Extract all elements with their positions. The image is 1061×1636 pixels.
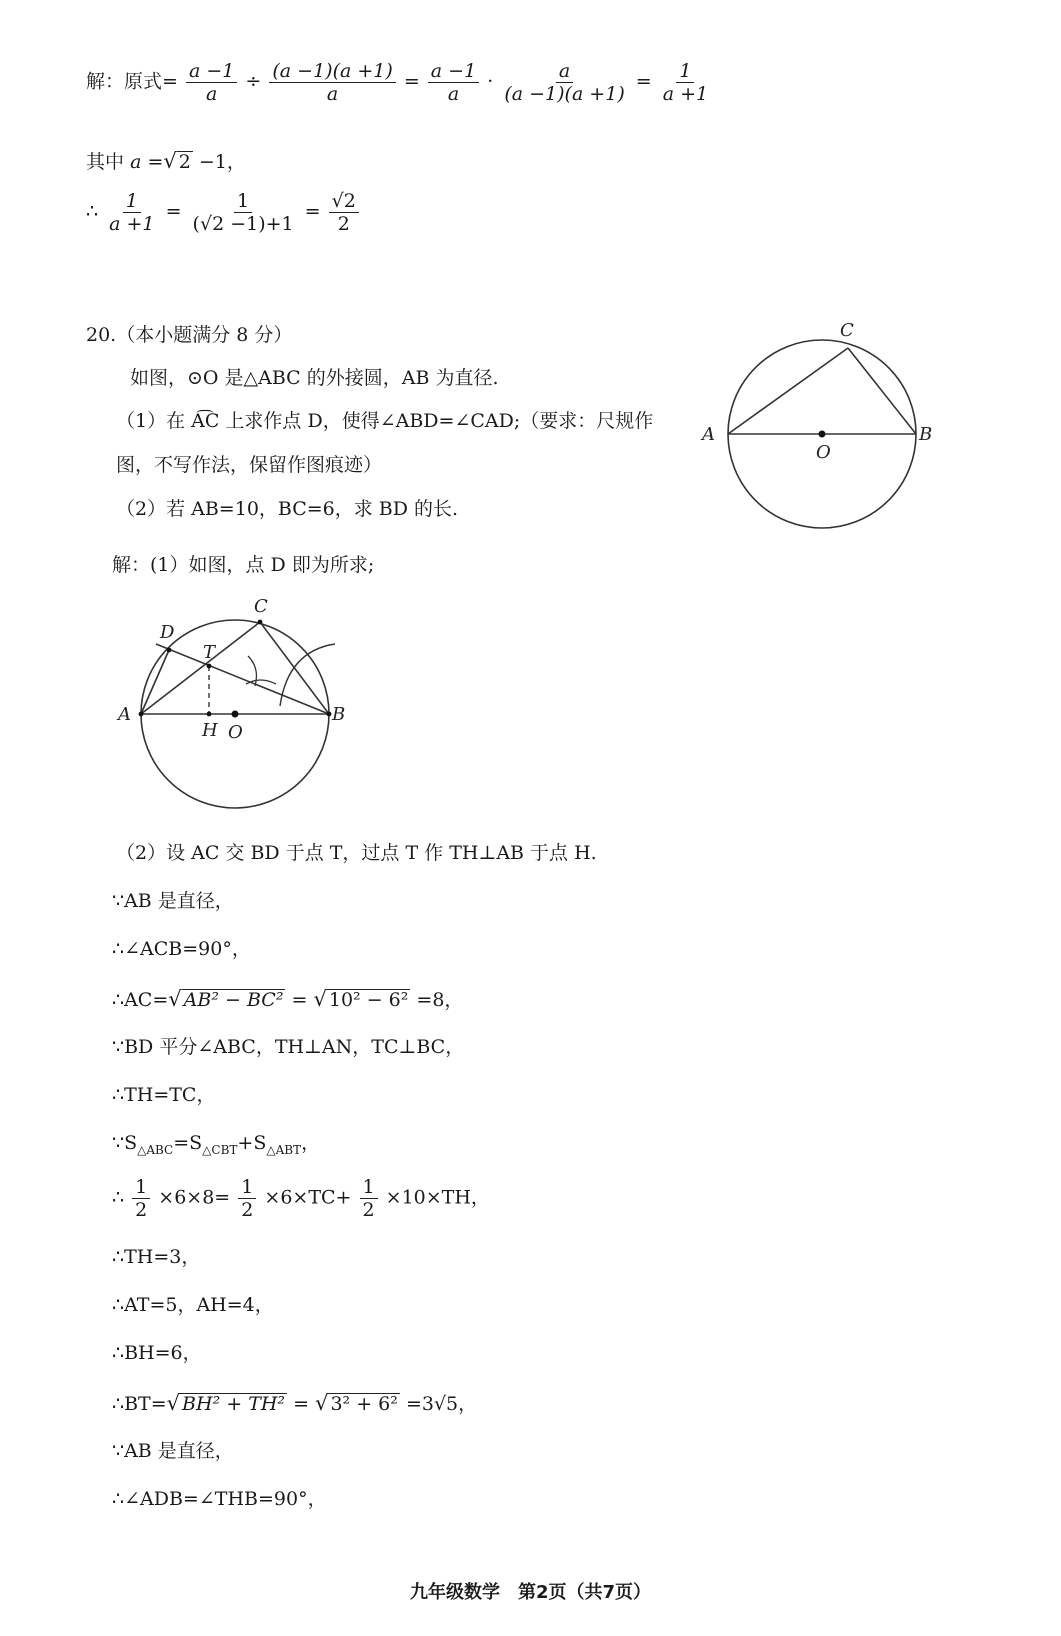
- fig2-label-B: B: [332, 704, 346, 725]
- solution-s4: ∴∠ACB=90°，: [112, 938, 251, 960]
- fig2-label-O: O: [228, 722, 243, 743]
- problem-stem: 如图，⊙O 是△ABC 的外接圆，AB 为直径.: [130, 367, 499, 389]
- fig2-label-H: H: [202, 720, 218, 741]
- fraction-1: $\frac{a -1}{a}$: [186, 60, 237, 105]
- fraction-2: $\frac{(a -1)(a +1)}{a}$: [269, 60, 395, 105]
- fraction-g2: $\frac{1}{(√2 -1)+1}$: [192, 190, 294, 235]
- fraction-g3: $\frac{√2}{2}$: [329, 190, 359, 235]
- solution-s8: $\because S_{\triangle ABC}=S_{\triangle CBT}+S_{\triangle ABT}$，: [112, 1132, 321, 1157]
- solution-s2: （2）设 AC 交 BD 于点 T，过点 T 作 TH⊥AB 于点 H.: [116, 842, 597, 864]
- equation-line-3: ∴ $\frac{1}{a +1}$ = $\frac{1}{(√2 -1)+1}$ = $\frac{√2}{2}$: [86, 190, 361, 235]
- fig1-label-A: A: [702, 424, 715, 445]
- solution-s5: ∴AC=√ AB² − BC² = √ 10² − 6² =8，: [112, 987, 464, 1011]
- fraction-5: $\frac{1}{a +1}$: [662, 60, 709, 105]
- fraction-4: $\frac{a}{(a -1)(a +1)}$: [504, 60, 625, 105]
- fraction-3: $\frac{a -1}{a}$: [428, 60, 479, 105]
- equation-line-2: 其中 a =√ 2 −1，: [86, 149, 246, 173]
- fig1-label-C: C: [840, 320, 854, 341]
- problem-part1-line1: （1）在 A͡C 上求作点 D，使得∠ABD=∠CAD;（要求：尺规作: [116, 410, 654, 432]
- page-footer: 九年级数学 第2页（共7页）: [409, 1582, 652, 1603]
- problem-part1-line2: 图，不写作法，保留作图痕迹）: [116, 454, 383, 476]
- equation-line-1: 解：原式= $\frac{a -1}{a}$ ÷ $\frac{(a -1)(a +1)}{a}$ = $\frac{a -1}{a}$ · $\frac{a}{(a -1)(a +1)}$ = $\frac{1}{a +1}$: [86, 60, 713, 105]
- solution-s12: ∴BH=6，: [112, 1342, 202, 1364]
- solution-s10: ∴TH=3，: [112, 1246, 201, 1268]
- solution-s9: ∴ $\frac{1}{2}$ ×6×8= $\frac{1}{2}$ ×6×TC+ $\frac{1}{2}$ ×10×TH，: [112, 1176, 490, 1221]
- solution-s14: ∵AB 是直径，: [112, 1440, 234, 1462]
- fraction-g1: $\frac{1}{a +1}$: [109, 190, 155, 235]
- solution-s13: ∴BT=√ BH² + TH² = √ 3² + 6² =3√5，: [112, 1391, 478, 1415]
- fig2-label-T: T: [203, 642, 216, 663]
- solution-s11: ∴AT=5，AH=4，: [112, 1294, 274, 1316]
- fig1-label-O: O: [816, 442, 831, 463]
- solution-s6: ∵BD 平分∠ABC，TH⊥AN，TC⊥BC，: [112, 1036, 465, 1058]
- problem-part2: （2）若 AB=10，BC=6，求 BD 的长.: [116, 498, 459, 520]
- fig2-label-D: D: [160, 622, 175, 643]
- fig2-label-A: A: [118, 704, 131, 725]
- problem-figure: [700, 318, 960, 538]
- solution-prefix: 解：原式=: [86, 70, 178, 93]
- problem-number: 20.（本小题满分 8 分）: [86, 324, 293, 346]
- solution-figure: [110, 596, 370, 816]
- fig2-label-C: C: [254, 596, 268, 617]
- solution-s7: ∴TH=TC，: [112, 1084, 216, 1106]
- fig1-label-B: B: [919, 424, 933, 445]
- solution-part1: 解：(1）如图，点 D 即为所求;: [112, 554, 375, 576]
- solution-s15: ∴∠ADB=∠THB=90°，: [112, 1488, 327, 1510]
- solution-s3: ∵AB 是直径，: [112, 890, 234, 912]
